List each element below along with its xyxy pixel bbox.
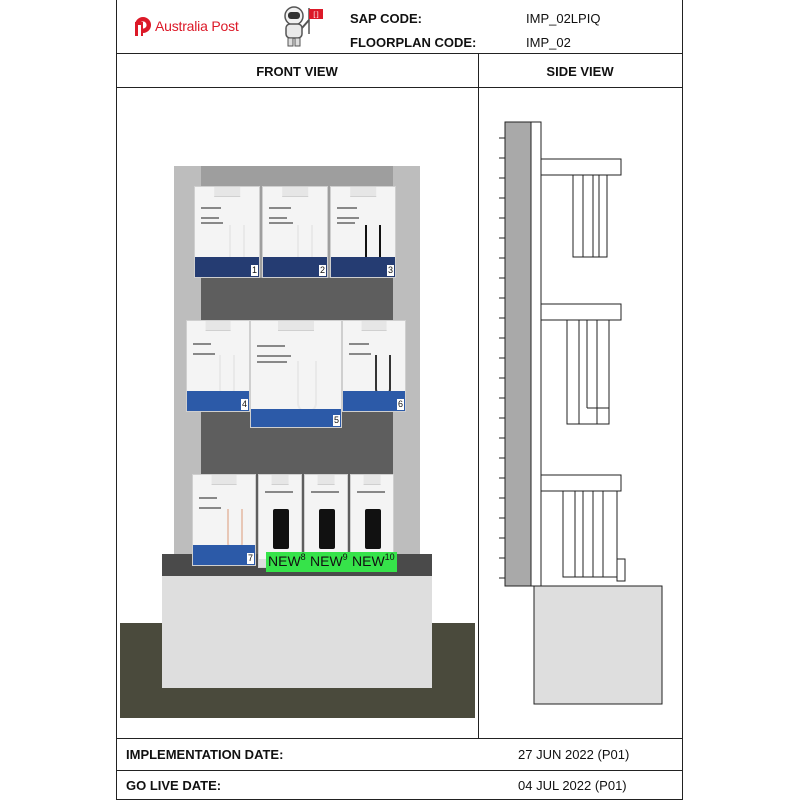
product-number: 1 — [251, 265, 257, 275]
product-card — [192, 474, 256, 566]
footer-middle-divider — [116, 770, 683, 771]
new-badge: NEW$^9$ — [308, 552, 350, 572]
go-live-date-value: 04 JUL 2022 (P01) — [518, 778, 627, 793]
product-card — [262, 186, 328, 278]
sap-code-value: IMP_02LPIQ — [526, 11, 601, 26]
implementation-date-value: 27 JUN 2022 (P01) — [518, 747, 630, 762]
product-card — [194, 186, 260, 278]
side-view-drawing — [479, 88, 682, 738]
front-view-title: FRONT VIEW — [256, 64, 338, 79]
sap-code-label: SAP CODE: — [350, 11, 422, 26]
product-card — [250, 320, 342, 428]
product-card — [330, 186, 396, 278]
floorplan-code-value: IMP_02 — [526, 35, 571, 50]
floorplan-code-label: FLOORPLAN CODE: — [350, 35, 477, 50]
logo-text: Australia Post — [155, 17, 239, 34]
product-number: 4 — [241, 399, 247, 409]
australia-post-logo — [134, 13, 239, 38]
mascot-flag-text: [] — [313, 11, 319, 19]
frame-right-border — [682, 0, 683, 800]
product-number: 2 — [319, 265, 325, 275]
footer-top-divider — [116, 738, 683, 739]
product-number: 3 — [387, 265, 393, 275]
product-card — [342, 320, 406, 412]
go-live-date-label: GO LIVE DATE: — [126, 778, 222, 793]
new-badge: NEW$^8$ — [266, 552, 308, 572]
product-number: 7 — [247, 553, 253, 563]
product-card — [186, 320, 250, 412]
implementation-date-label: IMPLEMENTATION DATE: — [126, 747, 284, 762]
side-view-title: SIDE VIEW — [546, 64, 614, 79]
product-number: 5 — [333, 415, 339, 425]
product-number: 6 — [397, 399, 403, 409]
new-badge: NEW$^{10}$ — [350, 552, 397, 572]
australia-post-mark-icon — [134, 13, 151, 38]
astronaut-mascot-icon — [276, 4, 326, 50]
header-divider — [116, 53, 683, 54]
display-base — [162, 576, 432, 688]
